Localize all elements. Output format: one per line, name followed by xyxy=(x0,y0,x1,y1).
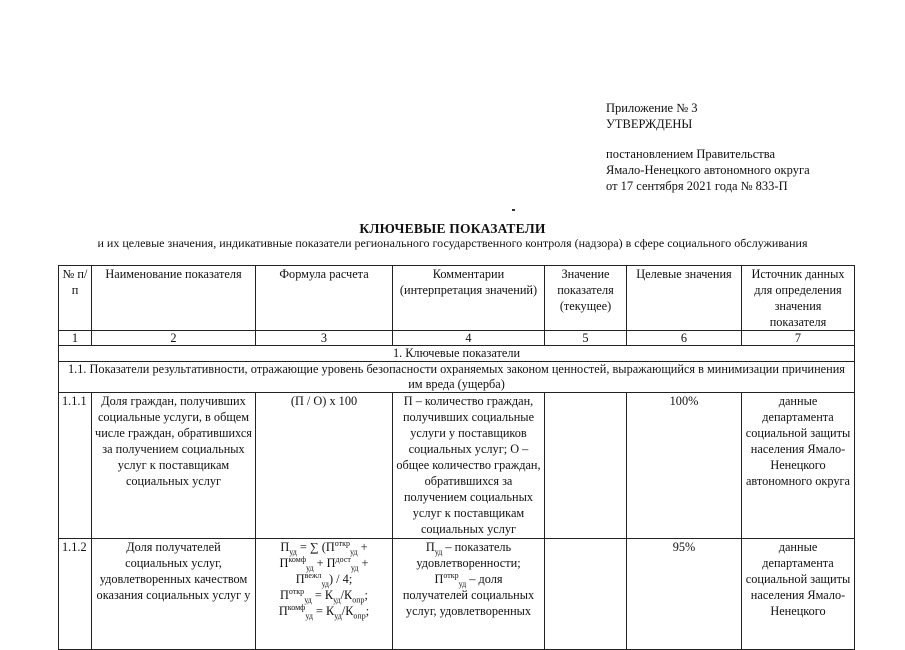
document-subtitle: и их целевые значения, индикативные показатели регионального государственного контроля (надзора) в сфере социального обслуживания xyxy=(97,236,808,250)
section-row xyxy=(59,346,855,362)
subsection-row xyxy=(59,362,855,393)
formula-line: $П^{откр}_{уд} = К_{уд}/К_{опр}$; xyxy=(280,586,368,605)
current-value xyxy=(545,539,627,650)
column-number: 2 xyxy=(92,331,256,346)
column-number-row xyxy=(59,331,855,346)
column-number: 4 xyxy=(393,331,545,346)
comment-line: удовлетворенности; xyxy=(416,556,521,570)
header-cell: Комментарии (интерпретация значений) xyxy=(393,266,545,331)
comment-line: $П^{откр}_{уд}$ – доля xyxy=(434,570,503,589)
formula xyxy=(256,539,393,650)
header-cell: № п/п xyxy=(59,266,92,331)
column-number: 6 xyxy=(627,331,742,346)
formula: (П / О) х 100 xyxy=(256,393,393,539)
table-row xyxy=(59,539,855,650)
comment-line: услуг, удовлетворенных xyxy=(405,604,532,618)
comment-line: $П_{уд}$ – показатель xyxy=(425,540,512,557)
approval-government: Ямало-Ненецкого автономного округа xyxy=(606,163,810,177)
comment: П – количество граждан, получивших социальные услуги у поставщиков социальных услуг; О – общее количество граждан, обратившихся за получением социальных услуг к поставщикам социальных услуг xyxy=(393,393,545,539)
approval-label: УТВЕРЖДЕНЫ xyxy=(606,117,693,131)
formula-line: $П^{комф}_{уд} + П^{дост}_{уд}$ + xyxy=(279,554,369,573)
target-value: 100% xyxy=(627,393,742,539)
data-source: данные департамента социальной защиты населения Ямало-Ненецкого автономного округа xyxy=(742,393,855,539)
row-number: 1.1.1 xyxy=(59,393,92,539)
approval-date: от 17 сентября 2021 года № 833-П xyxy=(606,179,788,193)
comment xyxy=(393,539,545,650)
header-cell: Источник данных для определения значения показателя xyxy=(742,266,855,331)
header-row xyxy=(59,266,855,331)
formula-line: $П^{вежл}_{уд}) / 4$; xyxy=(295,570,353,589)
column-number: 7 xyxy=(742,331,855,346)
indicator-name: Доля получателей социальных услуг, удовлетворенных качеством оказания социальных услуг у xyxy=(92,539,256,650)
header-cell: Формула расчета xyxy=(256,266,393,331)
row-number: 1.1.2 xyxy=(59,539,92,650)
formula-line: $П^{комф}_{уд} = К_{уд}/К_{опр}$; xyxy=(278,602,370,621)
header-cell: Наименование показателя xyxy=(92,266,256,331)
scan-dot xyxy=(512,209,515,211)
header-cell: Значение показателя (текущее) xyxy=(545,266,627,331)
data-source: данные департамента социальной защиты населения Ямало-Ненецкого xyxy=(742,539,855,650)
indicators-table xyxy=(58,265,855,650)
section-heading: 1. Ключевые показатели xyxy=(59,346,855,362)
comment-line: получателей социальных xyxy=(402,588,535,602)
approval-resolution: постановлением Правительства xyxy=(606,147,776,161)
column-number: 3 xyxy=(256,331,393,346)
column-number: 5 xyxy=(545,331,627,346)
subsection-heading: 1.1. Показатели результативности, отражающие уровень безопасности охраняемых законом ценностей, выражающийся в минимизации причинения им вреда (ущерба) xyxy=(59,362,855,393)
document-title: КЛЮЧЕВЫЕ ПОКАЗАТЕЛИ xyxy=(359,221,546,236)
appendix-number: Приложение № 3 xyxy=(606,101,698,115)
column-number: 1 xyxy=(59,331,92,346)
target-value: 95% xyxy=(627,539,742,650)
current-value xyxy=(545,393,627,539)
header-cell: Целевые значения xyxy=(627,266,742,331)
formula-line: $П_{уд}$ = ∑ ($П^{откр}_{уд}$ + xyxy=(280,538,368,557)
indicator-name: Доля граждан, получивших социальные услуги, в общем числе граждан, обратившихся за получением социальных услуг к поставщикам социальных услуг xyxy=(92,393,256,539)
appendix-block xyxy=(606,100,810,194)
table-row xyxy=(59,393,855,539)
